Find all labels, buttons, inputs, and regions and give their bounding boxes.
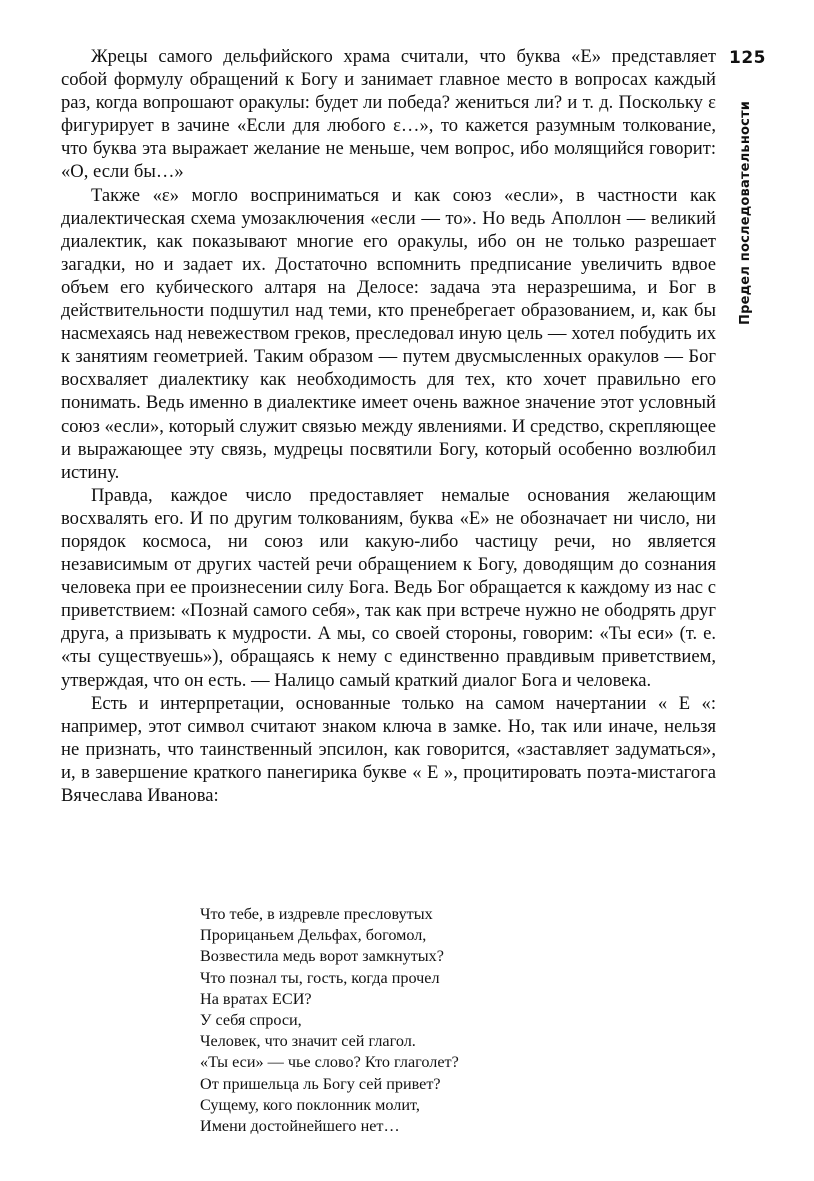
poem-line: Что тебе, в издревле пресловутых [200,905,433,923]
page-number: 125 [729,48,766,68]
poem-line: Возвестила медь ворот замкнутых? [200,947,444,966]
poem-line: От пришельца ль Богу сей привет? [200,1074,441,1093]
poem-line: У себя спроси, [200,1011,302,1030]
paragraph: Правда, каждое число предоставляет немалые основания желающим восхвалять его. И по другим толкованиям, буква «E» не обозначает ни число, ни порядок космоса, ни союз или какую-либо частицу речи, но является независимым от других частей речи обращением к Богу, доводящим до сознания человека при ее произнесении силу Бога. Ведь Бог обращается к каждому из нас с приветствием: «Познай самого себя», так как при встрече нужно не ободрять друг друга, а призывать к мудрости. А мы, со своей стороны, говорим: «Ты еси» (т. е. «ты существуешь»), обращаясь к нему с единственно правдивым приветствием, утверждая, что он есть. — Налицо самый краткий диалог Бога и человека. [61,484,716,691]
paragraph: Есть и интерпретации, основанные только на самом начертании « E «: например, этот символ считают знаком ключа в замке. Но, так или иначе, нельзя не признать, что таинственный эпсилон, как говорится, «заставляет задуматься», и, в завершение краткого панегирика букве « E », процитировать поэта-мистагога Вячеслава Иванова: [61,692,716,806]
poem-quote [200,904,580,1137]
paragraph: Также «ε» могло восприниматься и как союз «если», в частности как диалектическая схема умозаключения «если — то». Но ведь Аполлон — великий диалектик, как показывают многие его оракулы, ибо он не только разрешает загадки, но и задает их. Достаточно вспомнить предписание увеличить вдвое объем его кубического алтаря на Делосе: задача эта неразрешима, и Бог в действительности подшутил над теми, кто пренебрегает образованием, и, как бы насмехаясь над невежеством греков, преследовал иную цель — хотел побудить их к занятиям геометрией. Таким образом — путем двусмысленных оракулов — Бог восхваляет диалектику как необходимость для тех, кто хочет правильно его понимать. Ведь именно в диалектике имеет очень важное значение этот условный союз «если», который служит связью между явлениями. И средство, скрепляющее и выражающее эту связь, мудрецы посвятили Богу, который особенно возлюбил истину. [61,184,716,483]
poem-line: Сущему, кого поклонник молит, [200,1095,420,1114]
poem-line: Имени достойнейшего нет… [200,1117,400,1136]
paragraph: Жрецы самого дельфийского храма считали, что буква «E» представляет собой формулу обращений к Богу и занимает главное место в вопросах каждый раз, когда вопрошают оракулы: будет ли победа? жениться ли? и т. д. Поскольку ε фигурирует в зачине «Если для любого ε…», то кажется разумным толкование, что буква эта выражает желание не меньше, чем вопрос, ибо молящийся говорит: «О, если бы…» [61,46,716,183]
poem-line: «Ты еси» — чье слово? Кто глаголет? [200,1053,459,1072]
poem-line: Человек, что значит сей глагол. [200,1032,416,1051]
poem-line: Что познал ты, гость, когда прочел [200,968,440,987]
running-title: Предел последовательности [738,100,753,325]
body-text [61,45,716,807]
poem-line: На вратах ЕСИ? [200,989,312,1008]
poem-line: Прорицаньем Дельфах, богомол, [200,926,427,945]
